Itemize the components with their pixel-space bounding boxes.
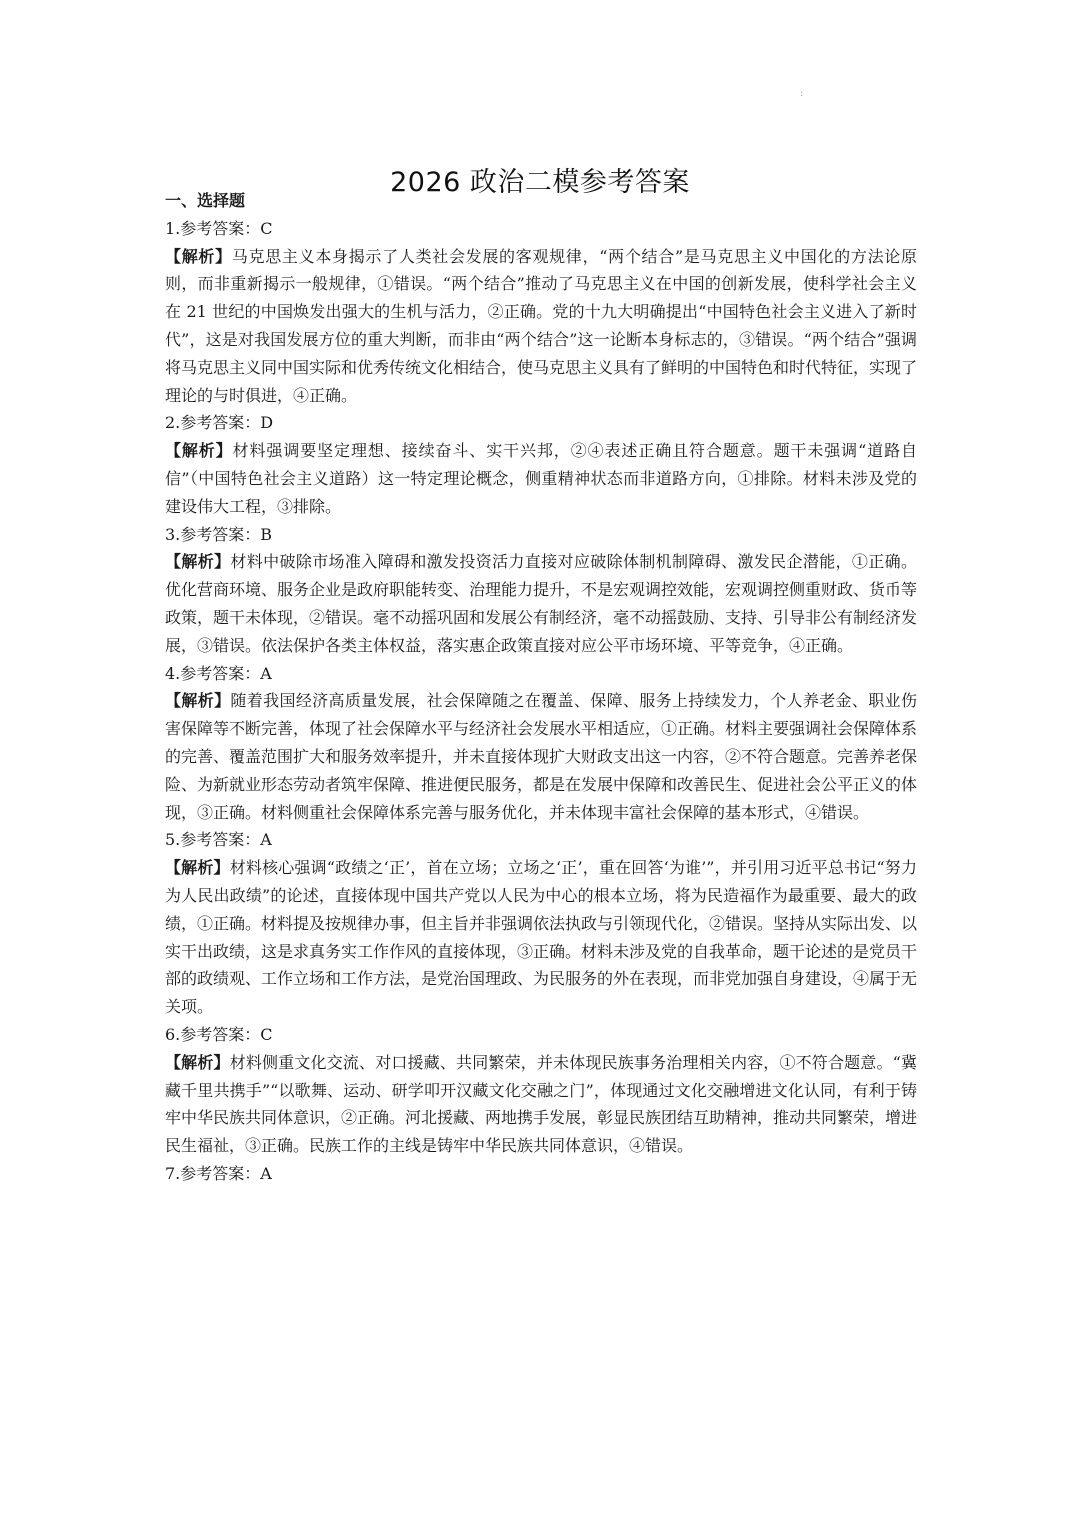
analysis-paragraph: [165, 1049, 917, 1160]
page-mark: :: [800, 88, 804, 99]
answer-line: 3.参考答案：B: [165, 524, 273, 544]
answer-line: 7.参考答案：A: [165, 1163, 272, 1183]
question-6: [165, 1021, 917, 1160]
analysis-tag: 【解析】: [165, 246, 232, 266]
analysis-tag: 【解析】: [165, 691, 231, 711]
analysis-text: 材料侧重文化交流、对口援藏、共同繁荣，并未体现民族事务治理相关内容，①不符合题意。“冀藏千里共携手”“以歌舞、运动、研学叩开汉藏文化交融之门”，体现通过文化交融增进文化认同，有利于铸牢中华民族共同体意识，②正确。河北援藏、两地携手发展，彰显民族团结互助精神，推动共同繁荣，增进民生福祉，③正确。民族工作的主线是铸牢中华民族共同体意识，④错误。: [165, 1052, 918, 1156]
section-heading: 一、选择题: [165, 191, 246, 210]
analysis-text: 材料中破除市场准入障碍和激发投资活力直接对应破除体制机制障碍、激发民企潜能，①正确。优化营商环境、服务企业是政府职能转变、治理能力提升，不是宏观调控效能，宏观调控侧重财政、货币等政策，题干未体现，②错误。毫不动摇巩固和发展公有制经济，毫不动摇鼓励、支持、引导非公有制经济发展，③错误。依法保护各类主体权益，落实惠企政策直接对应公平市场环境、平等竞争，④正确。: [165, 552, 918, 655]
analysis-paragraph: [165, 243, 917, 410]
page-title: 2026 政治二模参考答案: [390, 167, 690, 199]
answer-line: 1.参考答案：C: [165, 218, 273, 238]
question-5: [165, 826, 917, 1021]
analysis-paragraph: [165, 548, 917, 659]
analysis-text: 材料强调要坚定理想、接续奋斗、实干兴邦，②④表述正确且符合题意。题干未强调“道路自信”（中国特色社会主义道路）这一特定理论概念，侧重精神状态而非道路方向，①排除。材料未涉及党的建设伟大工程，③排除。: [165, 441, 917, 516]
question-4: [165, 660, 917, 827]
analysis-paragraph: [165, 687, 917, 826]
answer-line: 2.参考答案：D: [165, 413, 274, 433]
analysis-text: 马克思主义本身揭示了人类社会发展的客观规律，“两个结合”是马克思主义中国化的方法论原则，而非重新揭示一般规律，①错误。“两个结合”推动了马克思主义在中国的创新发展，使科学社会主义在 21 世纪的中国焕发出强大的生机与活力，②正确。党的十九大明确提出“中国特色社会主义进入了新时代”，这是对我国发展方位的重大判断，而非由“两个结合”这一论断本身标志的，③错误。“两个结合”强调将马克思主义同中国实际和优秀传统文化相结合，使马克思主义具有了鲜明的中国特色和时代特征，实现了理论的与时俱进，④正确。: [165, 246, 918, 405]
answer-line: 5.参考答案：A: [165, 830, 272, 850]
answer-line: 4.参考答案：A: [165, 663, 272, 683]
question-7: [165, 1160, 917, 1188]
analysis-paragraph: [165, 437, 917, 520]
analysis-tag: 【解析】: [165, 441, 233, 461]
analysis-tag: 【解析】: [165, 552, 231, 572]
analysis-tag: 【解析】: [165, 1052, 230, 1072]
analysis-tag: 【解析】: [165, 858, 230, 878]
analysis-paragraph: [165, 854, 917, 1021]
analysis-text: 随着我国经济高质量发展，社会保障随之在覆盖、保障、服务上持续发力，个人养老金、职业伤害保障等不断完善，体现了社会保障水平与经济社会发展水平相适应，①正确。材料主要强调社会保障体系的完善、覆盖范围扩大和服务效率提升，并未直接体现扩大财政支出这一内容，②不符合题意。完善养老保险、为新就业形态劳动者筑牢保障、推进便民服务，都是在发展中保障和改善民生、促进社会公平正义的体现，③正确。材料侧重社会保障体系完善与服务优化，并未体现丰富社会保障的基本形式，④错误。: [165, 691, 918, 822]
answer-content: [165, 187, 917, 1188]
question-2: [165, 409, 917, 520]
question-1: [165, 215, 917, 410]
analysis-text: 材料核心强调“政绩之‘正’，首在立场；立场之‘正’，重在回答‘为谁’”，并引用习近平总书记“努力为人民出政绩”的论述，直接体现中国共产党以人民为中心的根本立场，将为民造福作为最重要、最大的政绩，①正确。材料提及按规律办事，但主旨并非强调依法执政与引领现代化，②错误。坚持从实际出发、以实干出政绩，这是求真务实工作作风的直接体现，③正确。材料未涉及党的自我革命，题干论述的是党员干部的政绩观、工作立场和工作方法，是党治国理政、为民服务的外在表现，而非党加强自身建设，④属于无关项。: [165, 858, 918, 1017]
answer-line: 6.参考答案：C: [165, 1024, 273, 1044]
question-3: [165, 521, 917, 660]
